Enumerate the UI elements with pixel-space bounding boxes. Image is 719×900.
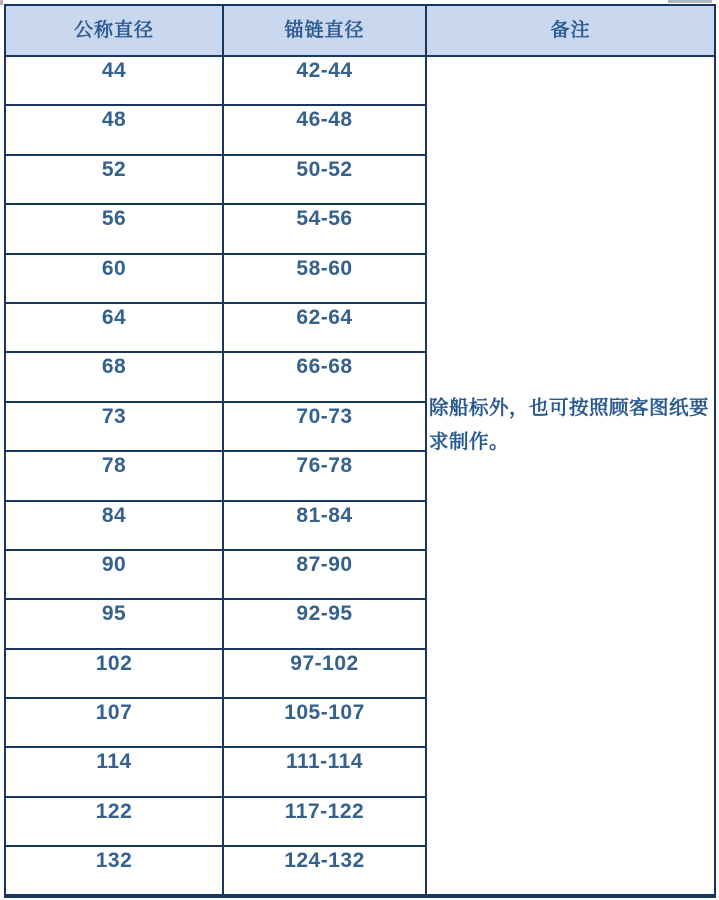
nominal-diameter-cell: 114	[5, 747, 223, 796]
nominal-diameter-cell: 102	[5, 649, 223, 698]
anchor-chain-diameter-table	[4, 4, 716, 898]
chain-diameter-cell: 46-48	[223, 105, 426, 154]
chain-diameter-cell: 54-56	[223, 204, 426, 253]
header-nominal-diameter: 公称直径	[5, 5, 223, 56]
nominal-diameter-cell: 132	[5, 846, 223, 895]
screenshot-crop-artifact	[0, 0, 3, 5]
remarks-note-text: 除船标外，也可按照顾客图纸要求制作。	[429, 397, 710, 453]
header-chain-diameter: 锚链直径	[223, 5, 426, 56]
nominal-diameter-cell: 56	[5, 204, 223, 253]
chain-diameter-cell: 105-107	[223, 698, 426, 747]
table-row	[5, 56, 715, 105]
chain-diameter-cell: 117-122	[223, 797, 426, 846]
nominal-diameter-cell: 60	[5, 254, 223, 303]
table-body	[5, 56, 715, 896]
remarks-note-cell	[426, 56, 715, 896]
chain-diameter-cell: 111-114	[223, 747, 426, 796]
nominal-diameter-cell: 52	[5, 155, 223, 204]
nominal-diameter-cell: 68	[5, 352, 223, 401]
chain-diameter-cell: 92-95	[223, 599, 426, 648]
chain-diameter-cell: 62-64	[223, 303, 426, 352]
nominal-diameter-cell: 107	[5, 698, 223, 747]
header-remarks: 备注	[426, 5, 715, 56]
chain-diameter-cell: 97-102	[223, 649, 426, 698]
nominal-diameter-cell: 64	[5, 303, 223, 352]
nominal-diameter-cell: 44	[5, 56, 223, 105]
table-header-row	[5, 5, 715, 56]
nominal-diameter-cell: 73	[5, 402, 223, 451]
chain-diameter-cell: 42-44	[223, 56, 426, 105]
nominal-diameter-cell: 78	[5, 451, 223, 500]
chain-diameter-cell: 124-132	[223, 846, 426, 895]
chain-diameter-cell: 58-60	[223, 254, 426, 303]
chain-diameter-cell: 87-90	[223, 550, 426, 599]
nominal-diameter-cell: 48	[5, 105, 223, 154]
chain-diameter-cell: 70-73	[223, 402, 426, 451]
chain-diameter-cell: 66-68	[223, 352, 426, 401]
chain-diameter-cell: 81-84	[223, 501, 426, 550]
nominal-diameter-cell: 122	[5, 797, 223, 846]
chain-diameter-cell: 76-78	[223, 451, 426, 500]
screenshot-crop-artifact	[668, 0, 712, 3]
nominal-diameter-cell: 95	[5, 599, 223, 648]
nominal-diameter-cell: 84	[5, 501, 223, 550]
nominal-diameter-cell: 90	[5, 550, 223, 599]
chain-diameter-cell: 50-52	[223, 155, 426, 204]
